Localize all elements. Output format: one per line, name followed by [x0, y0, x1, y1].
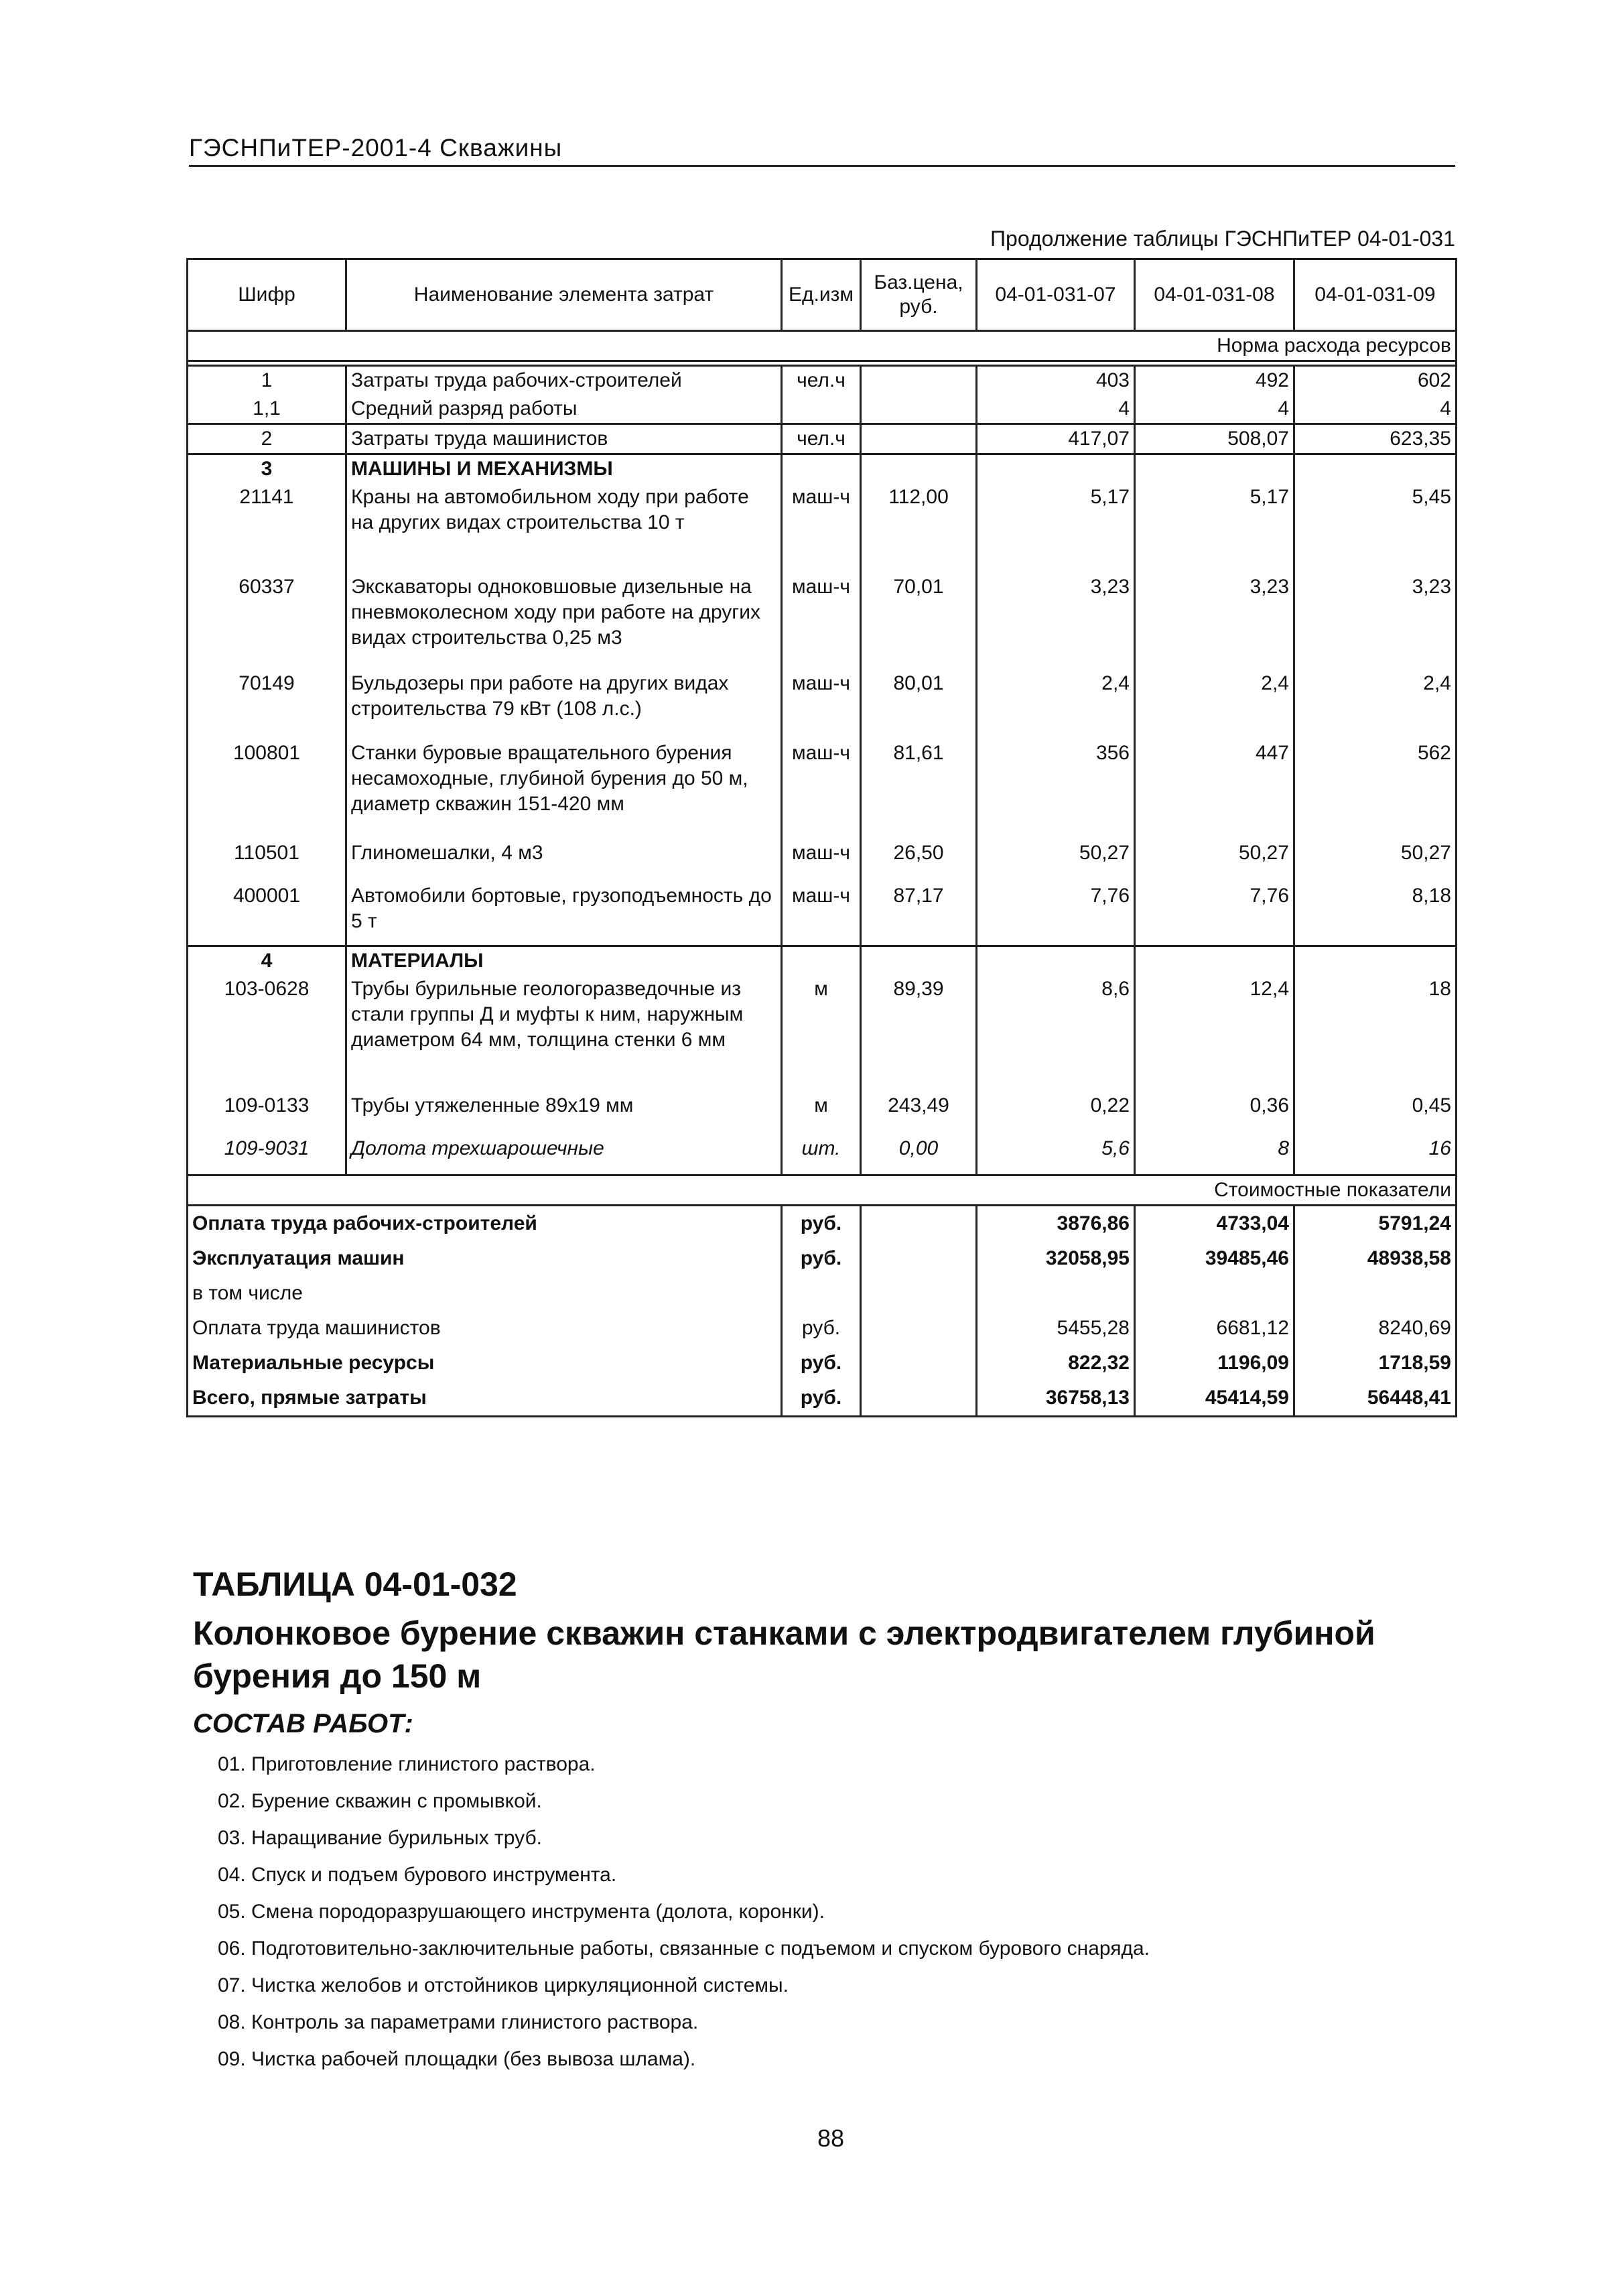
cell-code: 70149 [188, 669, 346, 739]
cell-code: 109-9031 [188, 1135, 346, 1175]
table-row [188, 483, 1457, 573]
cell-empty [861, 454, 977, 484]
summary-row [188, 1346, 1457, 1381]
cell-unit: маш-ч [782, 882, 861, 946]
table-row [188, 366, 1457, 395]
table-row [188, 975, 1457, 1092]
spacer-row-label [188, 361, 1457, 366]
cell-name: Трубы бурильные геологоразведочные из стали группы Д и муфты к ним, наружным диаметром 64 мм, толщина стенки 6 мм [346, 975, 782, 1092]
cell-unit: маш-ч [782, 739, 861, 839]
table-row [188, 669, 1457, 739]
cell-code: 1 [188, 366, 346, 395]
cell-empty [861, 946, 977, 976]
cell-value-07: 0,22 [977, 1092, 1135, 1135]
summary-row [188, 1276, 1457, 1311]
table-row [188, 424, 1457, 454]
list-item: 01. Приготовление глинистого раствора. [218, 1753, 596, 1775]
table-row [188, 395, 1457, 424]
spacer-row [188, 361, 1457, 366]
list-item: 03. Наращивание бурильных труб. [218, 1827, 542, 1849]
cell-value-07: 7,76 [977, 882, 1135, 946]
cell-name: Трубы утяжеленные 89х19 мм [346, 1092, 782, 1135]
cell-value-08: 508,07 [1135, 424, 1294, 454]
section-row [188, 454, 1457, 484]
cell-code: 110501 [188, 839, 346, 882]
cell-value-08: 2,4 [1135, 669, 1294, 739]
summary-label: Оплата труда рабочих-строителей [188, 1206, 782, 1242]
cell-price: 26,50 [861, 839, 977, 882]
table-row [188, 1092, 1457, 1135]
cell-code: 1,1 [188, 395, 346, 424]
works-list [218, 1746, 1457, 2078]
cell-empty [977, 454, 1135, 484]
cell-value-09: 3,23 [1294, 573, 1457, 669]
cell-value-07: 3,23 [977, 573, 1135, 669]
cell-value-07: 2,4 [977, 669, 1135, 739]
summary-label: в том числе [188, 1276, 782, 1311]
cell-unit: маш-ч [782, 573, 861, 669]
cell-name: Затраты труда машинистов [346, 424, 782, 454]
cell-empty [861, 1381, 977, 1417]
column-header: Наименование элемента затрат [346, 259, 782, 331]
cost-label-row [188, 1175, 1457, 1206]
cell-price: 81,61 [861, 739, 977, 839]
cell-code: 103-0628 [188, 975, 346, 1092]
cell-value-09: 623,35 [1294, 424, 1457, 454]
summary-value-09: 8240,69 [1294, 1311, 1457, 1346]
cell-price: 87,17 [861, 882, 977, 946]
table-body [188, 331, 1457, 1417]
cell-code: 4 [188, 946, 346, 976]
cell-value-08: 50,27 [1135, 839, 1294, 882]
summary-unit: руб. [782, 1206, 861, 1242]
cell-code: 400001 [188, 882, 346, 946]
works-heading: СОСТАВ РАБОТ: [193, 1709, 413, 1738]
cell-name: Бульдозеры при работе на других видах строительства 79 кВт (108 л.с.) [346, 669, 782, 739]
summary-value-08 [1135, 1276, 1294, 1311]
cell-value-09: 602 [1294, 366, 1457, 395]
cell-value-09: 8,18 [1294, 882, 1457, 946]
cell-code: 100801 [188, 739, 346, 839]
cell-empty [861, 1276, 977, 1311]
cell-value-07: 417,07 [977, 424, 1135, 454]
summary-label: Материальные ресурсы [188, 1346, 782, 1381]
page-number: 88 [817, 2124, 845, 2152]
cell-price [861, 395, 977, 424]
cell-name: МАШИНЫ И МЕХАНИЗМЫ [346, 454, 782, 484]
cell-name: МАТЕРИАЛЫ [346, 946, 782, 976]
continuation-note: Продолжение таблицы ГЭСНПиТЕР 04-01-031 [990, 227, 1455, 251]
cell-price: 70,01 [861, 573, 977, 669]
cell-empty [782, 454, 861, 484]
list-item: 07. Чистка желобов и отстойников циркуляционной системы. [218, 1974, 789, 1996]
summary-label: Оплата труда машинистов [188, 1311, 782, 1346]
summary-value-08: 1196,09 [1135, 1346, 1294, 1381]
cell-value-09: 4 [1294, 395, 1457, 424]
cell-name: Затраты труда рабочих-строителей [346, 366, 782, 395]
summary-row [188, 1206, 1457, 1242]
cell-name: Долота трехшарошечные [346, 1135, 782, 1175]
cell-empty [1294, 946, 1457, 976]
cell-name: Средний разряд работы [346, 395, 782, 424]
cell-value-07: 50,27 [977, 839, 1135, 882]
cell-name: Автомобили бортовые, грузоподъемность до 5 т [346, 882, 782, 946]
summary-value-07: 32058,95 [977, 1241, 1135, 1276]
cell-name: Краны на автомобильном ходу при работе на других видах строительства 10 т [346, 483, 782, 573]
cell-unit: м [782, 975, 861, 1092]
cell-value-08: 5,17 [1135, 483, 1294, 573]
column-header: 04-01-031-09 [1294, 259, 1457, 331]
cell-unit: м [782, 1092, 861, 1135]
cell-value-09: 5,45 [1294, 483, 1457, 573]
cell-value-07: 356 [977, 739, 1135, 839]
summary-value-07: 36758,13 [977, 1381, 1135, 1417]
cell-value-08: 8 [1135, 1135, 1294, 1175]
cell-price: 112,00 [861, 483, 977, 573]
column-header: Шифр [188, 259, 346, 331]
summary-value-08: 45414,59 [1135, 1381, 1294, 1417]
cell-value-08: 12,4 [1135, 975, 1294, 1092]
cell-value-08: 0,36 [1135, 1092, 1294, 1135]
cell-empty [861, 1206, 977, 1242]
summary-value-09: 56448,41 [1294, 1381, 1457, 1417]
summary-unit [782, 1276, 861, 1311]
summary-value-07: 5455,28 [977, 1311, 1135, 1346]
summary-label: Эксплуатация машин [188, 1241, 782, 1276]
list-item: 08. Контроль за параметрами глинистого раствора. [218, 2011, 699, 2033]
summary-value-09: 5791,24 [1294, 1206, 1457, 1242]
summary-label: Всего, прямые затраты [188, 1381, 782, 1417]
summary-value-08: 6681,12 [1135, 1311, 1294, 1346]
cell-value-09: 2,4 [1294, 669, 1457, 739]
cell-price [861, 366, 977, 395]
summary-unit: руб. [782, 1381, 861, 1417]
summary-value-09: 48938,58 [1294, 1241, 1457, 1276]
section-row [188, 946, 1457, 976]
summary-value-07: 822,32 [977, 1346, 1135, 1381]
summary-unit: руб. [782, 1311, 861, 1346]
table-row [188, 573, 1457, 669]
list-item: 02. Бурение скважин с промывкой. [218, 1790, 542, 1812]
cell-value-09: 562 [1294, 739, 1457, 839]
table-header-row [188, 259, 1457, 331]
column-header: Ед.изм [782, 259, 861, 331]
page-header: ГЭСНПиТЕР-2001-4 Скважины [189, 134, 1455, 167]
cell-empty [1135, 454, 1294, 484]
cell-code: 2 [188, 424, 346, 454]
cell-value-07: 8,6 [977, 975, 1135, 1092]
cell-code: 60337 [188, 573, 346, 669]
column-header: 04-01-031-08 [1135, 259, 1294, 331]
cell-price: 89,39 [861, 975, 977, 1092]
cell-price: 0,00 [861, 1135, 977, 1175]
summary-value-08: 39485,46 [1135, 1241, 1294, 1276]
table-row [188, 839, 1457, 882]
cell-empty [861, 1311, 977, 1346]
table-row [188, 882, 1457, 946]
cell-value-09: 18 [1294, 975, 1457, 1092]
cell-name: Глиномешалки, 4 м3 [346, 839, 782, 882]
summary-value-07 [977, 1276, 1135, 1311]
summary-value-08: 4733,04 [1135, 1206, 1294, 1242]
summary-value-07: 3876,86 [977, 1206, 1135, 1242]
list-item: 04. Спуск и подъем бурового инструмента. [218, 1864, 617, 1886]
cell-value-09: 16 [1294, 1135, 1457, 1175]
cell-empty [782, 946, 861, 976]
next-table-subtitle: Колонковое бурение скважин станками с электродвигателем глубиной бурения до 150 м [193, 1614, 1375, 1695]
cell-empty [977, 946, 1135, 976]
summary-row [188, 1311, 1457, 1346]
cell-unit: маш-ч [782, 483, 861, 573]
cell-value-07: 5,6 [977, 1135, 1135, 1175]
cell-value-09: 50,27 [1294, 839, 1457, 882]
cell-price: 243,49 [861, 1092, 977, 1135]
cell-value-07: 4 [977, 395, 1135, 424]
cell-unit: чел.ч [782, 366, 861, 395]
cell-value-08: 4 [1135, 395, 1294, 424]
cell-value-08: 3,23 [1135, 573, 1294, 669]
resource-table [186, 258, 1457, 1417]
cell-price: 80,01 [861, 669, 977, 739]
cell-empty [1135, 946, 1294, 976]
next-table-title: ТАБЛИЦА 04-01-032 [193, 1566, 517, 1603]
cell-unit: чел.ч [782, 424, 861, 454]
cell-unit: шт. [782, 1135, 861, 1175]
cell-name: Экскаваторы одноковшовые дизельные на пневмоколесном ходу при работе на других видах строительства 0,25 м3 [346, 573, 782, 669]
cell-name: Станки буровые вращательного бурения несамоходные, глубиной бурения до 50 м, диаметр скважин 151-420 мм [346, 739, 782, 839]
cell-code: 109-0133 [188, 1092, 346, 1135]
cell-value-08: 492 [1135, 366, 1294, 395]
summary-value-09: 1718,59 [1294, 1346, 1457, 1381]
cell-unit: маш-ч [782, 839, 861, 882]
summary-value-09 [1294, 1276, 1457, 1311]
cell-unit: маш-ч [782, 669, 861, 739]
table-row [188, 739, 1457, 839]
list-item: 05. Смена породоразрушающего инструмента (долота, коронки). [218, 1901, 825, 1923]
cell-value-08: 447 [1135, 739, 1294, 839]
summary-unit: руб. [782, 1346, 861, 1381]
list-item: 06. Подготовительно-заключительные работы, связанные с подъемом и спуском бурового снаряда. [218, 1937, 1150, 1960]
cell-unit [782, 395, 861, 424]
cell-empty [861, 1346, 977, 1381]
cell-price [861, 424, 977, 454]
summary-row [188, 1381, 1457, 1417]
cell-value-07: 403 [977, 366, 1135, 395]
cell-empty [861, 1241, 977, 1276]
list-item: 09. Чистка рабочей площадки (без вывоза шлама). [218, 2048, 696, 2070]
cell-value-09: 0,45 [1294, 1092, 1457, 1135]
norm-label-row-label: Норма расхода ресурсов [188, 331, 1457, 361]
summary-unit: руб. [782, 1241, 861, 1276]
cell-empty [1294, 454, 1457, 484]
cell-value-08: 7,76 [1135, 882, 1294, 946]
summary-row [188, 1241, 1457, 1276]
column-header: Баз.цена, руб. [861, 259, 977, 331]
cell-value-07: 5,17 [977, 483, 1135, 573]
cell-code: 21141 [188, 483, 346, 573]
norm-label-row [188, 331, 1457, 361]
cell-code: 3 [188, 454, 346, 484]
column-header: 04-01-031-07 [977, 259, 1135, 331]
table-row [188, 1135, 1457, 1175]
cost-label-row-label: Стоимостные показатели [188, 1175, 1457, 1206]
